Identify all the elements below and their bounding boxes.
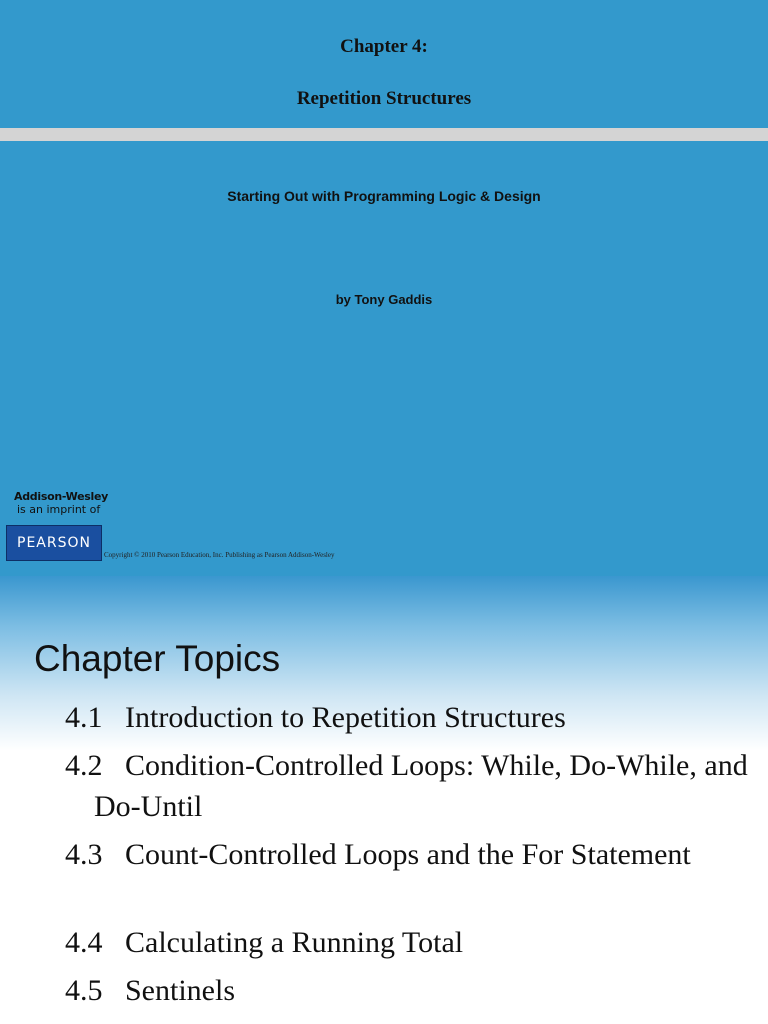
chapter-title: Chapter 4: [340, 36, 428, 57]
topic-text: Calculating a Running Total [125, 926, 464, 959]
topic-text: Condition-Controlled Loops: While, Do-While, and Do-Until [94, 749, 748, 823]
slide-header [0, 0, 768, 128]
chapter-subtitle: Repetition Structures [296, 88, 472, 109]
topics-heading: Chapter Topics [34, 638, 281, 679]
topic-item [65, 697, 754, 738]
book-title: Starting Out with Programming Logic & Design [227, 188, 541, 204]
topic-number: 4.2 [65, 749, 103, 782]
topic-item [65, 970, 754, 1011]
publisher-imprint-text: is an imprint of [17, 503, 101, 516]
topic-number: 4.3 [65, 838, 103, 871]
pearson-logo: PEARSON [6, 525, 102, 561]
topic-number: 4.4 [65, 926, 103, 959]
publisher-name: Addison-Wesley [14, 490, 108, 503]
topics-slide [0, 576, 768, 1024]
topic-item [65, 745, 754, 827]
topic-number: 4.5 [65, 974, 103, 1007]
author-line: by Tony Gaddis [335, 292, 433, 307]
topic-item [65, 834, 754, 875]
topic-text: Sentinels [125, 974, 235, 1007]
topic-item [65, 922, 754, 963]
copyright-notice: Copyright © 2010 Pearson Education, Inc. Publishing as Pearson Addison-Wesley [104, 551, 335, 559]
topic-text: Count-Controlled Loops and the For Statement [125, 838, 691, 871]
divider-band [0, 128, 768, 141]
topic-text: Introduction to Repetition Structures [125, 701, 566, 734]
topic-number: 4.1 [65, 701, 103, 734]
